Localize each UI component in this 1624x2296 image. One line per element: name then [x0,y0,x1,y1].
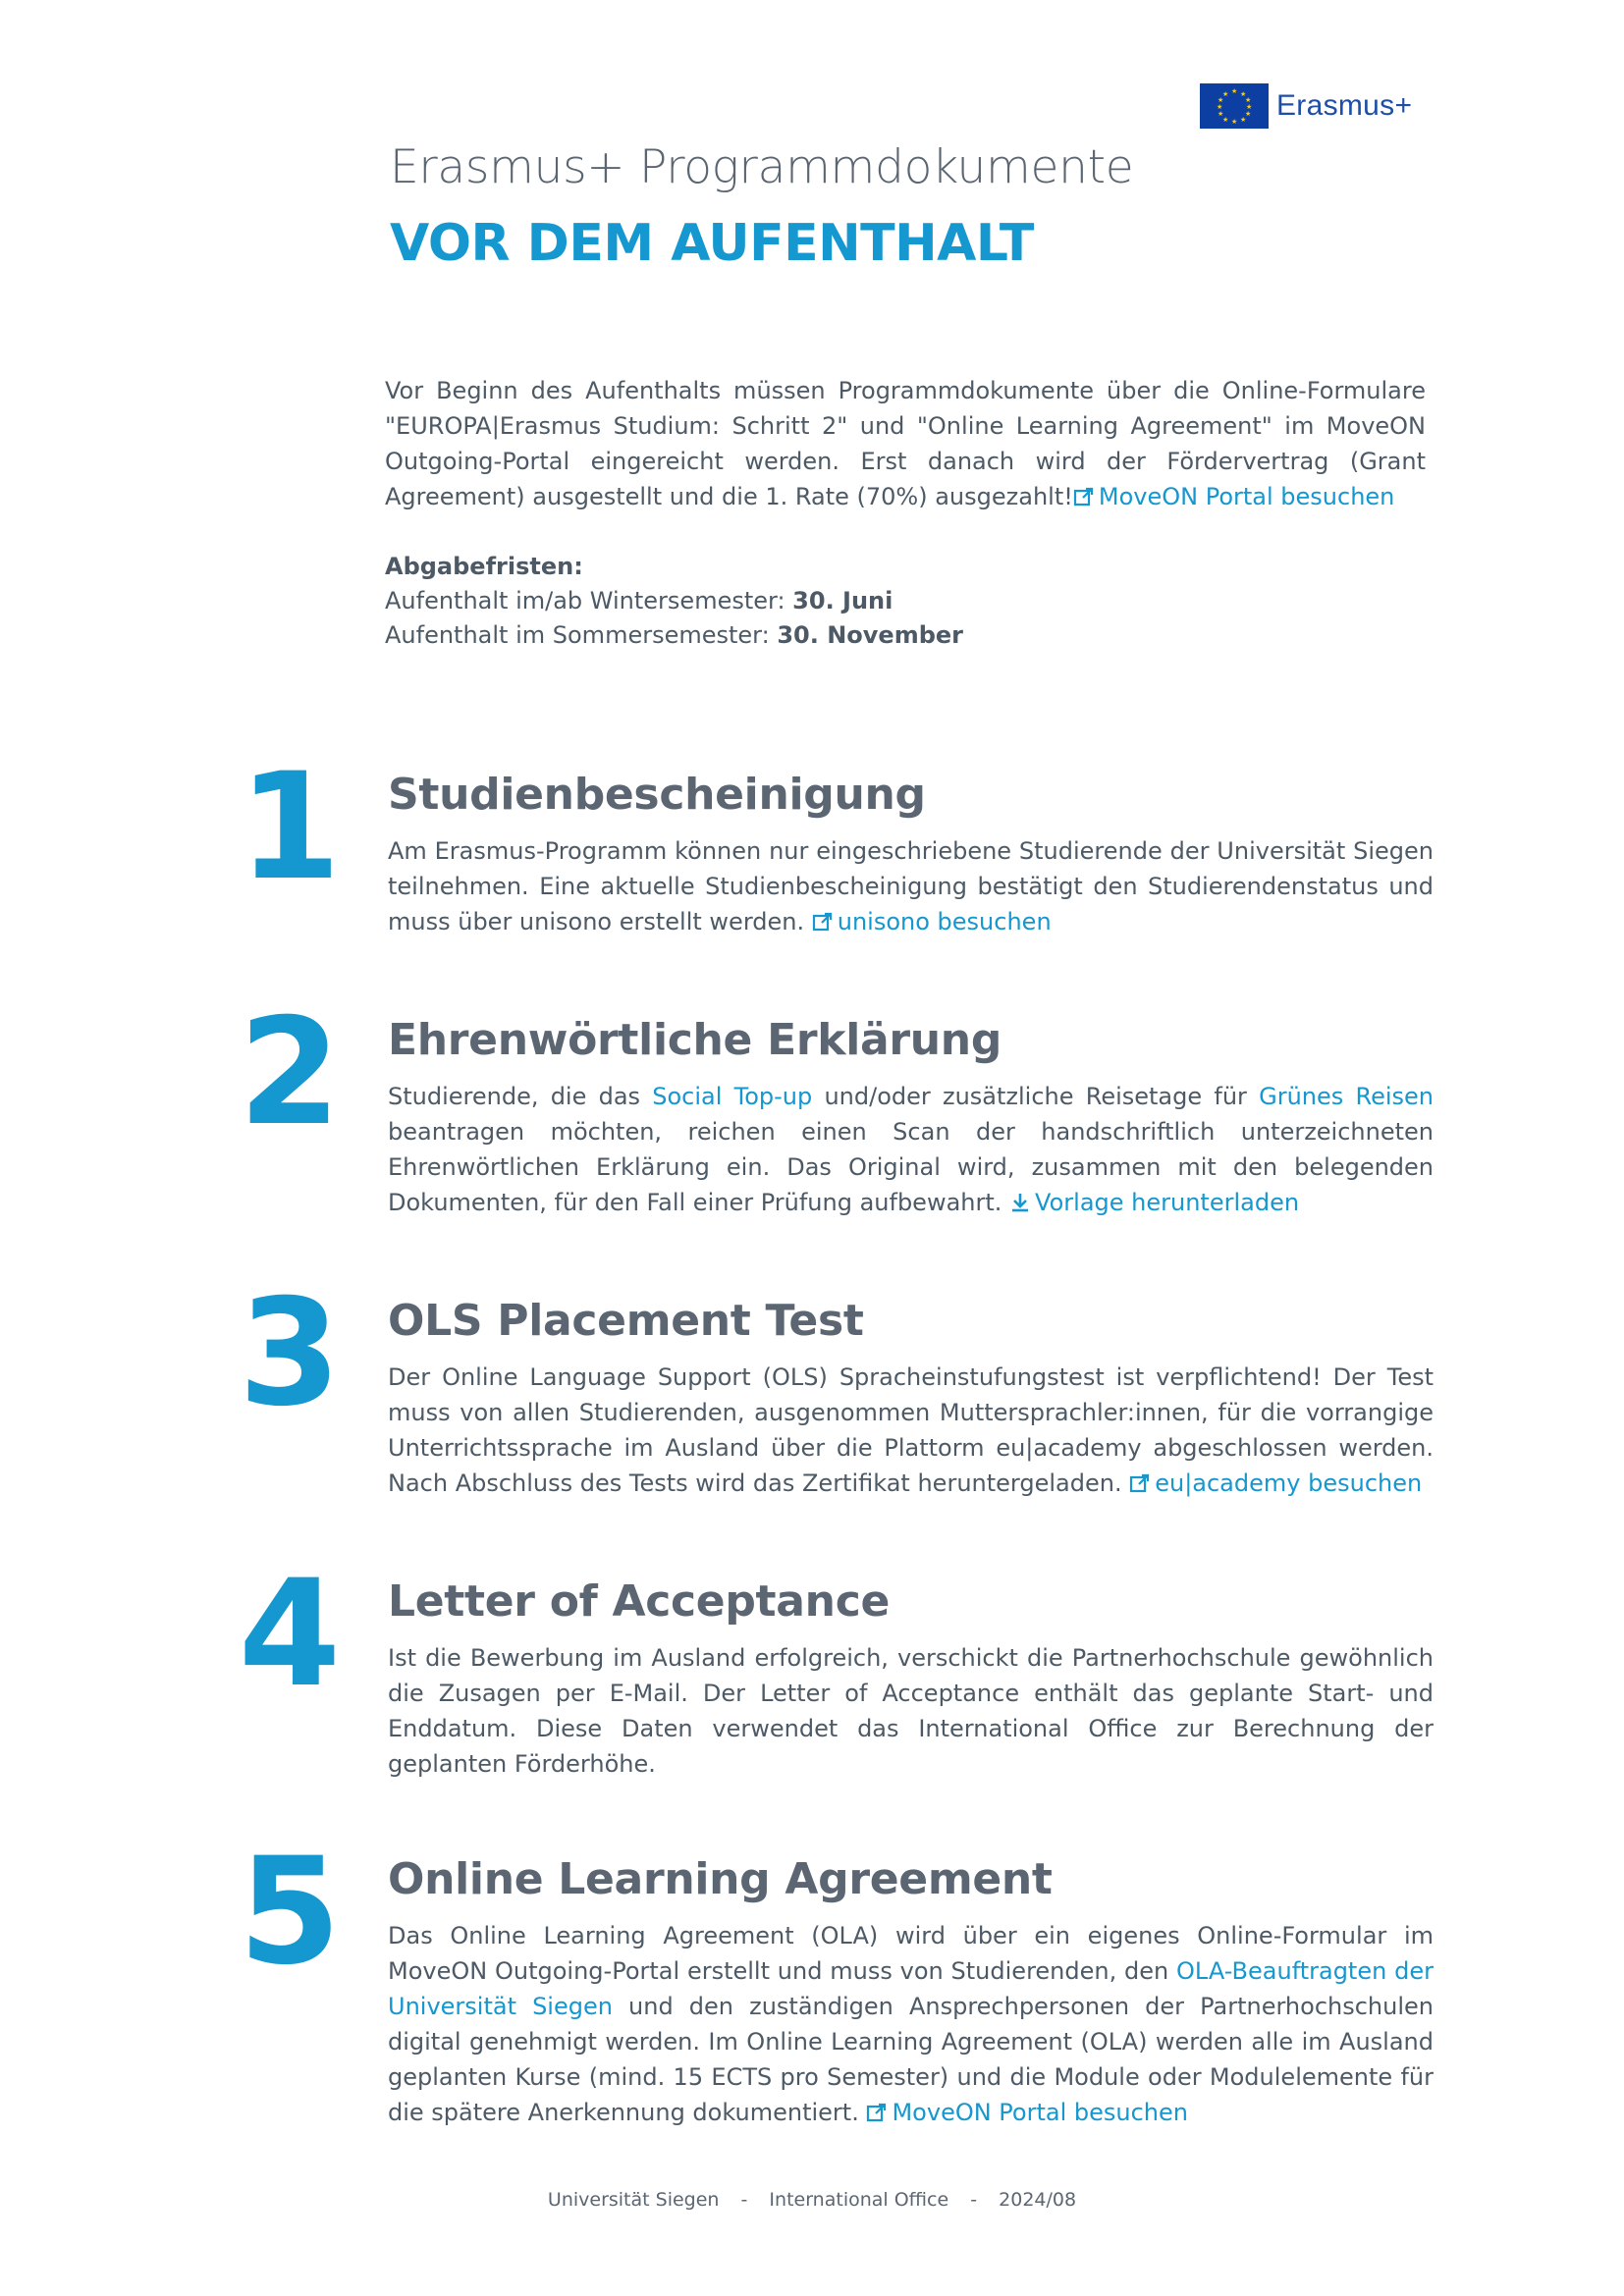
moveon-link[interactable] [1073,483,1395,510]
footer-separator: - [740,2189,748,2211]
deadline-winter [385,584,1426,618]
section-title: Studienbescheinigung [388,770,926,820]
deadline-summer-date: 30. November [777,621,963,649]
deadline-winter-label: Aufenthalt im/ab Wintersemester: [385,587,793,614]
footer-office: International Office [769,2189,949,2211]
section-title: OLS Placement Test [388,1296,864,1346]
download-template-link[interactable] [1009,1189,1299,1216]
social-topup-link[interactable]: Social Top-up [652,1083,813,1110]
section-text [388,1360,1434,1501]
intro-paragraph [385,373,1426,514]
download-icon [1009,1192,1031,1213]
section-text-body: Der Online Language Support (OLS) Spracheinstufungstest ist verpflichtend! Der Test muss von allen Studierenden, ausgenommen Muttersprachler:innen, für die vorrangige Unterrichtssprache im Ausland über die Plattorm eu|academy abgeschlossen werden. Nach Abschluss des Tests wird das Zertifikat heruntergeladen. [388,1363,1434,1497]
document-supertitle: Erasmus+ Programmdokumente [390,140,1134,194]
section-text-part: und/oder zusätzliche Reisetage für [812,1083,1260,1110]
section-text: Ist die Bewerbung im Ausland erfolgreich, verschickt die Partnerhochschule gewöhnlich die Zusagen per E-Mail. Der Letter of Acceptance enthält das geplante Start- und Enddatum. Diese Daten verwendet das International Office zur Berechnung der geplanten Förderhöhe. [388,1644,1434,1778]
external-link-icon [812,911,834,933]
erasmus-logo [1200,81,1412,131]
page-title: VOR DEM AUFENTHALT [390,214,1034,273]
moveon-link[interactable] [866,2099,1188,2126]
section-number: 4 [238,1549,342,1720]
unisono-link[interactable] [812,908,1052,935]
section-title: Ehrenwörtliche Erklärung [388,1015,1002,1065]
section-text-part: Das Online Learning Agreement (OLA) wird über ein eigenes Online-Formular im MoveON Outgoing-Portal erstellt und muss von Studierenden, den [388,1922,1434,1985]
section-title: Letter of Acceptance [388,1576,891,1627]
deadline-summer [385,618,1426,653]
unisono-link-label: unisono besuchen [837,908,1052,935]
footer-date: 2024/08 [999,2189,1077,2211]
footer-separator: - [970,2189,978,2211]
gruenes-reisen-link[interactable]: Grünes Reisen [1259,1083,1435,1110]
section-text [388,833,1434,939]
section-number: 3 [238,1268,342,1439]
section-title: Online Learning Agreement [388,1854,1053,1904]
section-text-part: Studierende, die das [388,1083,653,1110]
section-number: 2 [238,988,342,1158]
deadline-winter-date: 30. Juni [792,587,893,614]
logo-text: Erasmus+ [1276,89,1413,122]
download-template-label: Vorlage herunterladen [1035,1189,1300,1216]
external-link-icon [866,2102,888,2123]
section-text-body: Am Erasmus-Programm können nur eingeschriebene Studierende der Universität Siegen teilnehmen. Eine aktuelle Studienbescheinigung bestätigt den Studierendenstatus und muss über unisono erstellt werden. [388,837,1434,935]
section-text-part: und den zuständigen Ansprechpersonen der Partnerhochschulen digital genehmigt werden. Im Online Learning Agreement (OLA) werden alle im Ausland geplanten Kurse (mind. 15 ECTS pro Semester) und die Module oder Modulelemente für die spätere Anerkennung dokumentiert. [388,1993,1434,2126]
deadline-summer-label: Aufenthalt im Sommersemester: [385,621,778,649]
eu-academy-link[interactable] [1129,1469,1422,1497]
footer-university: Universität Siegen [547,2189,720,2211]
deadlines-heading: Abgabefristen: [385,553,583,580]
section-text-part: beantragen möchten, reichen einen Scan der handschriftlich unterzeichneten Ehrenwörtlichen Erklärung ein. Das Original wird, zusammen mit den belegenden Dokumenten, für den Fall einer Prüfung aufbewahrt. [388,1118,1434,1216]
eu-flag-icon: ★ ★ ★ ★ ★ ★ ★ ★ ★ ★ ★ ★ [1200,83,1269,129]
external-link-icon [1129,1472,1151,1494]
page-footer [0,2189,1624,2211]
external-link-icon [1073,486,1095,507]
deadlines-block [385,550,1426,653]
section-text [388,1079,1434,1220]
ola-contacts-link[interactable]: OLA-Beauftragten der Universität Siegen [388,1957,1434,2020]
section-text [388,1918,1434,2130]
intro-text: Vor Beginn des Aufenthalts müssen Programmdokumente über die Online-Formulare "EUROPA|Erasmus Studium: Schritt 2" und "Online Learning Agreement" im MoveON Outgoing-Portal eingereicht werden. Erst danach wird der Fördervertrag (Grant Agreement) ausgestellt und die 1. Rate (70%) ausgezahlt! [385,377,1426,510]
section-number: 1 [238,742,342,913]
moveon-link-label: MoveON Portal besuchen [892,2099,1188,2126]
moveon-link-label: MoveON Portal besuchen [1098,483,1395,510]
section-number: 5 [238,1827,342,1998]
eu-academy-link-label: eu|academy besuchen [1155,1469,1423,1497]
